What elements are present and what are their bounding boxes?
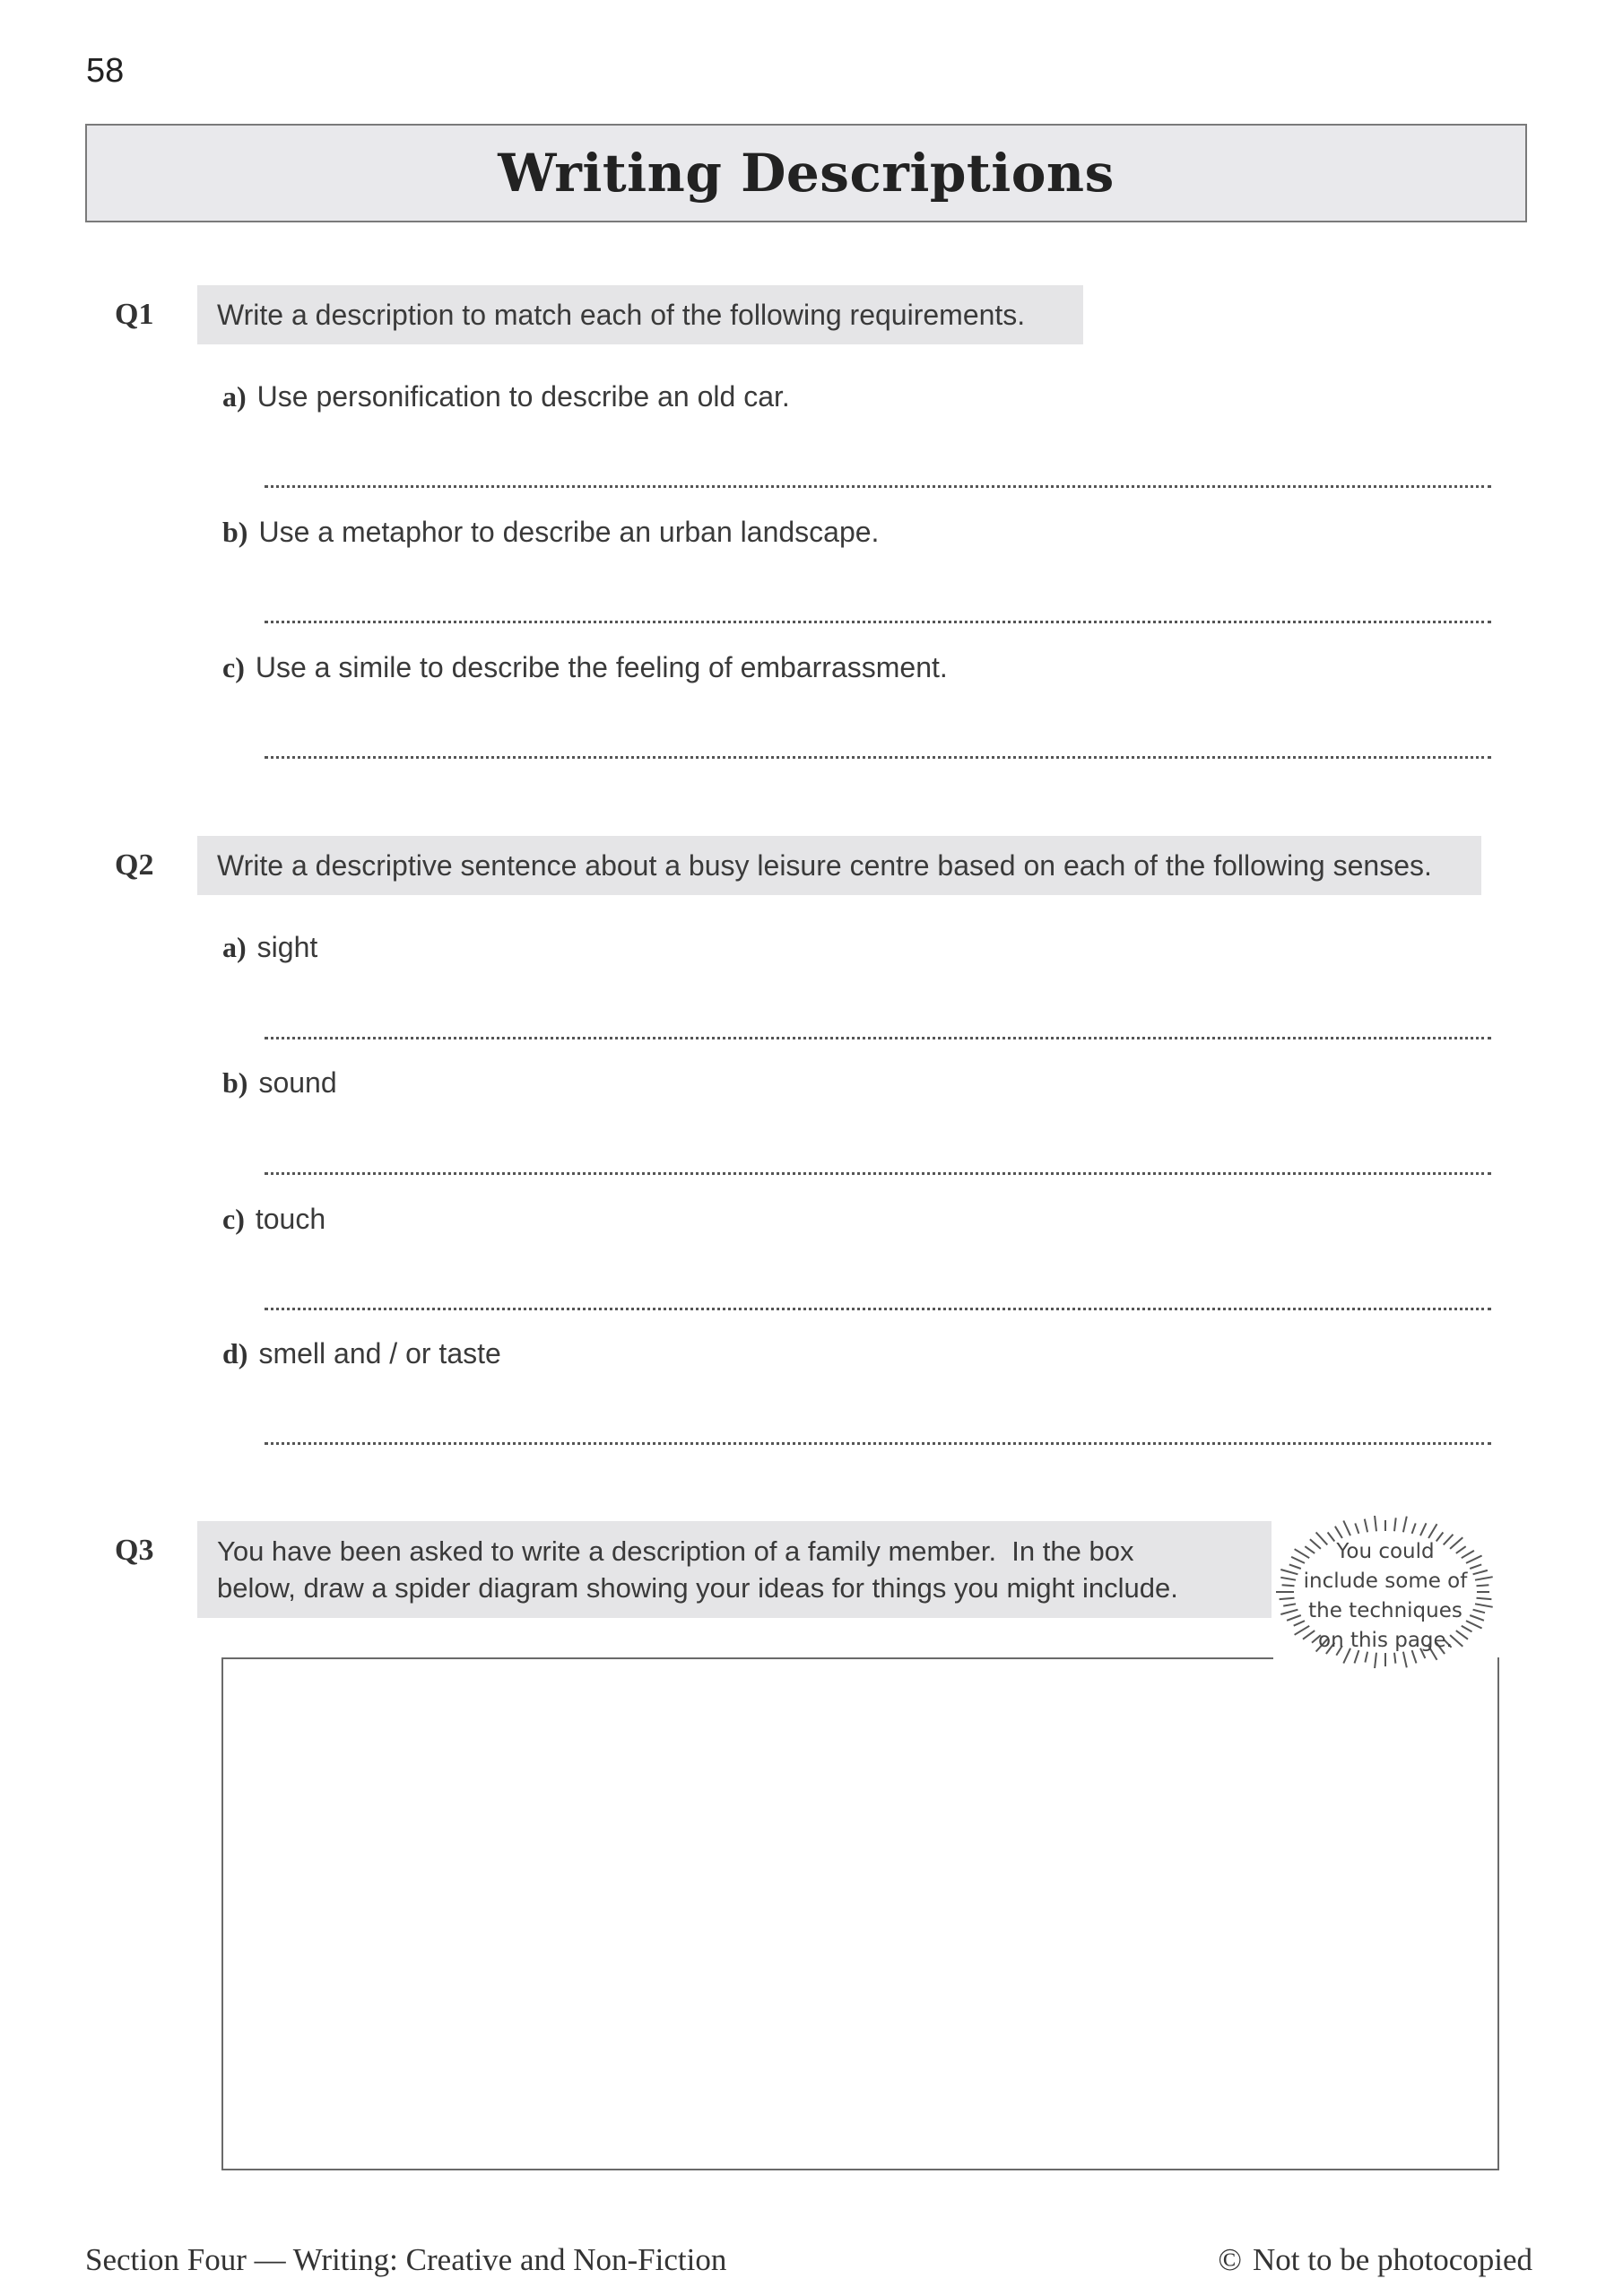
q1-number: Q1 xyxy=(115,298,154,331)
q1-part-c xyxy=(222,651,948,684)
part-letter: a) xyxy=(222,380,247,413)
tip-burst-tick xyxy=(1403,1517,1407,1533)
q3-prompt xyxy=(197,1521,1271,1618)
part-text: touch xyxy=(255,1203,326,1235)
q1-b-answer-line[interactable] xyxy=(265,621,1491,623)
tip-text xyxy=(1289,1537,1481,1656)
q1-a-answer-line[interactable] xyxy=(265,485,1491,488)
spider-diagram-answer-box[interactable] xyxy=(221,1657,1499,2170)
q2-part-a xyxy=(222,931,317,964)
tip-burst-tick xyxy=(1428,1524,1436,1538)
tip-line-1: You could xyxy=(1336,1540,1435,1563)
q3-number: Q3 xyxy=(115,1534,154,1567)
q2-number: Q2 xyxy=(115,848,154,882)
q1-part-b xyxy=(222,516,879,549)
q1-c-answer-line[interactable] xyxy=(265,756,1491,759)
part-letter: c) xyxy=(222,1203,245,1235)
part-letter: a) xyxy=(222,931,247,963)
q2-d-answer-line[interactable] xyxy=(265,1442,1491,1445)
q2-part-b xyxy=(222,1066,337,1100)
q2-part-d xyxy=(222,1337,501,1370)
q2-b-answer-line[interactable] xyxy=(265,1172,1491,1175)
q2-prompt-text: Write a descriptive sentence about a busy leisure centre based on each of the following senses. xyxy=(217,848,1432,882)
part-letter: b) xyxy=(222,1066,248,1099)
tip-burst-tick xyxy=(1412,1523,1416,1534)
tip-line-2: include some of xyxy=(1303,1570,1468,1593)
tip-burst-tick xyxy=(1420,1523,1427,1535)
part-text: Use a metaphor to describe an urban landscape. xyxy=(258,516,880,548)
tip-line-4: on this page. xyxy=(1318,1629,1453,1652)
q3-prompt-line-1: You have been asked to write a description of a family member. In the box xyxy=(217,1535,1134,1567)
part-text: Use a simile to describe the feeling of embarrassment. xyxy=(255,651,948,683)
footer-copyright xyxy=(1218,2242,1532,2278)
tip-line-3: the techniques xyxy=(1308,1599,1462,1622)
q2-prompt xyxy=(197,836,1481,895)
q1-prompt-text: Write a description to match each of the following requirements. xyxy=(217,298,1026,331)
tip-burst-tick xyxy=(1343,1521,1350,1536)
tip-burst-tick xyxy=(1375,1516,1376,1531)
part-text: sound xyxy=(258,1066,337,1099)
q3-prompt-line-2: below, draw a spider diagram showing your ideas for things you might include. xyxy=(217,1572,1178,1604)
page-title: Writing Descriptions xyxy=(498,143,1115,204)
title-banner xyxy=(85,124,1527,222)
part-letter: c) xyxy=(222,651,245,683)
q1-part-a xyxy=(222,380,790,413)
part-letter: b) xyxy=(222,516,248,548)
part-text: smell and / or taste xyxy=(258,1337,501,1370)
part-text: Use personification to describe an old car. xyxy=(256,380,790,413)
tip-burst-tick xyxy=(1365,1519,1367,1533)
tip-burst-tick xyxy=(1355,1523,1358,1534)
q2-a-answer-line[interactable] xyxy=(265,1037,1491,1039)
q2-c-answer-line[interactable] xyxy=(265,1308,1491,1310)
page-number: 58 xyxy=(86,52,125,90)
part-letter: d) xyxy=(222,1337,248,1370)
tip-callout xyxy=(1273,1516,1497,1668)
copyright-icon: © xyxy=(1218,2242,1242,2277)
tip-burst-tick xyxy=(1394,1518,1396,1531)
part-text: sight xyxy=(256,931,318,963)
q2-part-c xyxy=(222,1203,325,1236)
q1-prompt xyxy=(197,285,1083,344)
footer-copyright-text: Not to be photocopied xyxy=(1252,2242,1532,2277)
footer-section-title: Section Four — Writing: Creative and Non-Fiction xyxy=(85,2242,727,2277)
